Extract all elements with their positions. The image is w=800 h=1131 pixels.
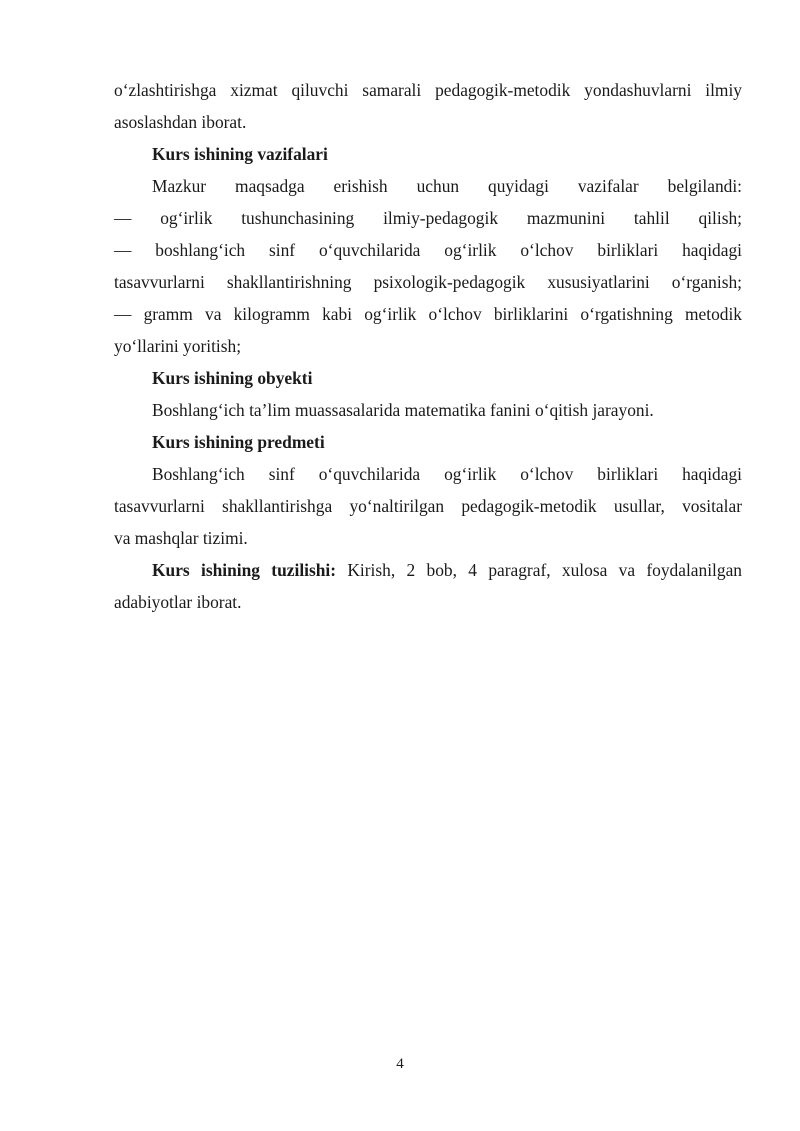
tasks-paragraph — [114, 170, 742, 362]
subject-paragraph — [114, 458, 742, 554]
text-line — [114, 554, 742, 586]
subject-heading: Kurs ishining predmeti — [152, 432, 325, 452]
page-number: 4 — [396, 1056, 404, 1072]
object-heading: Kurs ishining obyekti — [152, 368, 313, 388]
text-line: adabiyotlar iborat. — [114, 592, 242, 612]
text-line: yo‘llarini yoritish; — [114, 336, 242, 356]
structure-label: Kurs ishining tuzilishi: — [152, 560, 337, 580]
object-paragraph — [114, 394, 742, 426]
text-line: o‘zlashtirishga xizmat qiluvchi samarali pedagogik-metodik yondashuvlarni ilmiy — [114, 80, 742, 100]
intro-paragraph — [114, 74, 742, 138]
page-body — [114, 74, 742, 618]
text-line: va mashqlar tizimi. — [114, 528, 248, 548]
text-line: Mazkur maqsadga erishish uchun quyidagi vazifalar belgilandi: — [152, 176, 742, 196]
task-item: — boshlang‘ich sinf o‘quvchilarida og‘irlik o‘lchov birliklari haqidagi — [114, 240, 742, 260]
text-line: tasavvurlarni shakllantirishning psixologik-pedagogik xususiyatlarini o‘rganish; — [114, 272, 742, 292]
task-item: — gramm va kilogramm kabi og‘irlik o‘lchov birliklarini o‘rgatishning metodik — [114, 304, 742, 324]
text-line: Boshlang‘ich sinf o‘quvchilarida og‘irlik o‘lchov birliklari haqidagi — [152, 464, 742, 484]
task-item: — og‘irlik tushunchasining ilmiy-pedagogik mazmunini tahlil qilish; — [114, 208, 742, 228]
tasks-heading: Kurs ishining vazifalari — [152, 144, 328, 164]
structure-paragraph — [114, 554, 742, 618]
text-line: asoslashdan iborat. — [114, 112, 247, 132]
structure-text: Kirish, 2 bob, 4 paragraf, xulosa va foydalanilgan — [347, 560, 742, 580]
text-line: tasavvurlarni shakllantirishga yo‘naltirilgan pedagogik-metodik usullar, vositalar — [114, 496, 742, 516]
text-line: Boshlang‘ich ta’lim muassasalarida matematika fanini o‘qitish jarayoni. — [152, 400, 654, 420]
